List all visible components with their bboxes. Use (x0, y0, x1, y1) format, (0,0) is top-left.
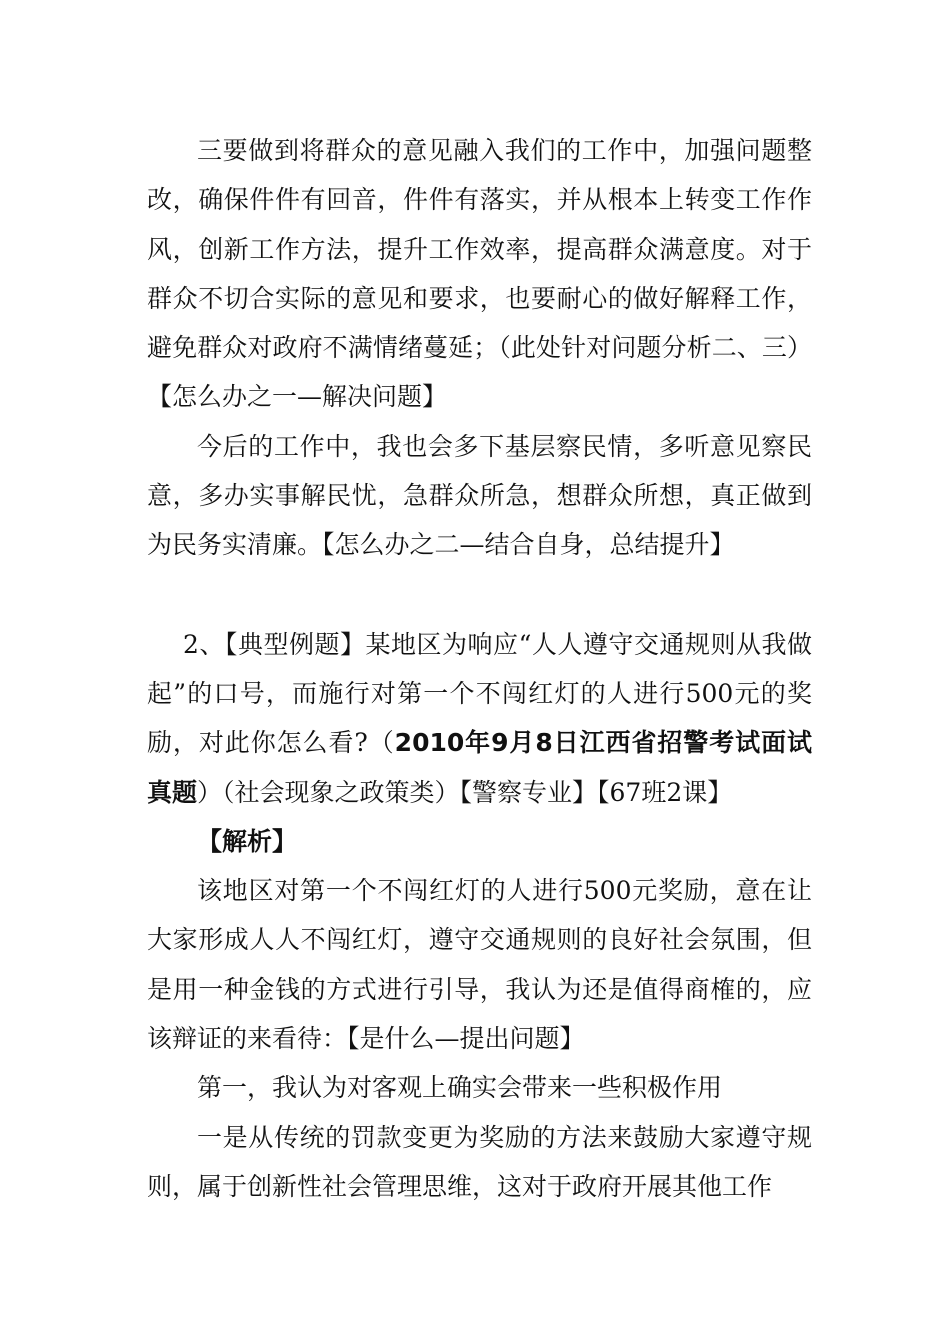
analysis-heading: 【解析】 (197, 826, 298, 856)
paragraph-point-one: 一是从传统的罚款变更为奖励的方法来鼓励大家遵守规则，属于创新性社会管理思维，这对于政府开展其他工作 (147, 1122, 812, 1201)
paragraph-solve-problem: 三要做到将群众的意见融入我们的工作中，加强问题整改，确保件件有回音，件件有落实，并从根本上转变工作作风，创新工作方法，提升工作效率，提高群众满意度。对于群众不切合实际的意见和要求，也要耐心的做好解释工作，避免群众对政府不满情绪蔓延；（此处针对问题分析二、三）【怎么办之一—解决问题】 (147, 136, 812, 412)
question-tail: ）（社会现象之政策类）【警察专业】【67班2课】 (197, 777, 733, 807)
paragraph-self-improvement: 今后的工作中，我也会多下基层察民情，多听意见察民意，多办实事解民忧，急群众所急，想群众所想，真正做到为民务实清廉。【怎么办之二—结合自身，总结提升】 (147, 431, 812, 560)
example-question (147, 620, 812, 817)
paragraph-first-point: 第一，我认为对客观上确实会带来一些积极作用 (197, 1073, 723, 1103)
document-page (147, 126, 812, 1211)
question-source: 2010年9月8日江西省招警考试面试真题 (147, 728, 813, 807)
paragraph-analysis: 该地区对第一个不闯红灯的人进行500元奖励，意在让大家形成人人不闯红灯，遵守交通规则的良好社会氛围，但是用一种金钱的方式进行引导，我认为还是值得商榷的，应该辩证的来看待：【是什么—提出问题】 (147, 876, 812, 1054)
section-gap (147, 570, 812, 620)
question-lead: 2、【典型例题】某地区为响应“人人遵守交通规则从我做起”的口号，而施行对第一个不闯红灯的人进行500元的奖励，对此你怎么看?（ (147, 629, 812, 758)
